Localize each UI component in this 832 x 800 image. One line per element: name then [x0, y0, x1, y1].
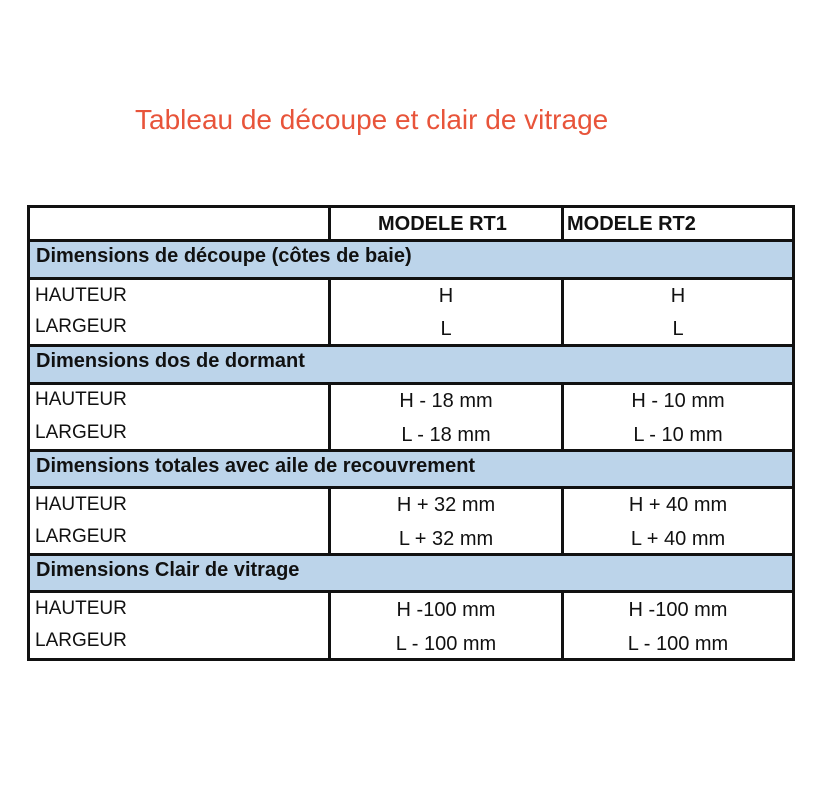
- header-divider-1: [328, 208, 331, 239]
- row-label-largeur: LARGEUR: [35, 526, 127, 547]
- section-header: [30, 556, 792, 590]
- section-header: [30, 242, 792, 277]
- row-label-largeur: LARGEUR: [35, 316, 127, 337]
- value-rt2: H - 10 mm: [631, 390, 725, 412]
- value-rt1: H + 32 mm: [396, 494, 496, 516]
- section-line: [30, 486, 792, 489]
- value-rt2: H + 40 mm: [628, 494, 728, 516]
- value-rt2: L - 100 mm: [627, 633, 729, 655]
- page-title: Tableau de découpe et clair de vitrage: [135, 104, 609, 135]
- section-title: Dimensions totales avec aile de recouvrement: [36, 455, 476, 477]
- header-model-rt2: MODELE RT2: [567, 213, 696, 235]
- section-header: [30, 347, 792, 382]
- header-divider-2: [561, 208, 564, 239]
- section-title: Dimensions dos de dormant: [36, 350, 305, 372]
- value-rt1: H -100 mm: [396, 599, 496, 621]
- section-header: [30, 452, 792, 486]
- row-label-hauteur: HAUTEUR: [35, 389, 127, 410]
- dimensions-table: [27, 205, 795, 661]
- section-line: [30, 277, 792, 280]
- row-label-hauteur: HAUTEUR: [35, 494, 127, 515]
- value-rt2: H -100 mm: [628, 599, 728, 621]
- row-label-largeur: LARGEUR: [35, 422, 127, 443]
- value-rt2: L - 10 mm: [633, 424, 723, 446]
- value-rt2: L: [672, 318, 684, 340]
- section-title: Dimensions Clair de vitrage: [36, 559, 300, 581]
- value-rt1: H: [438, 285, 454, 307]
- row-label-hauteur: HAUTEUR: [35, 598, 127, 619]
- section-title: Dimensions de découpe (côtes de baie): [36, 245, 412, 267]
- value-rt1: L: [440, 318, 452, 340]
- row-label-hauteur: HAUTEUR: [35, 285, 127, 306]
- value-rt1: L + 32 mm: [398, 528, 494, 550]
- value-rt1: H - 18 mm: [399, 390, 493, 412]
- section-line: [30, 382, 792, 385]
- section-line: [30, 590, 792, 593]
- header-model-rt1: MODELE RT1: [378, 213, 507, 235]
- value-rt2: L + 40 mm: [630, 528, 726, 550]
- value-rt1: L - 18 mm: [401, 424, 491, 446]
- row-label-largeur: LARGEUR: [35, 630, 127, 651]
- value-rt1: L - 100 mm: [395, 633, 497, 655]
- value-rt2: H: [670, 285, 686, 307]
